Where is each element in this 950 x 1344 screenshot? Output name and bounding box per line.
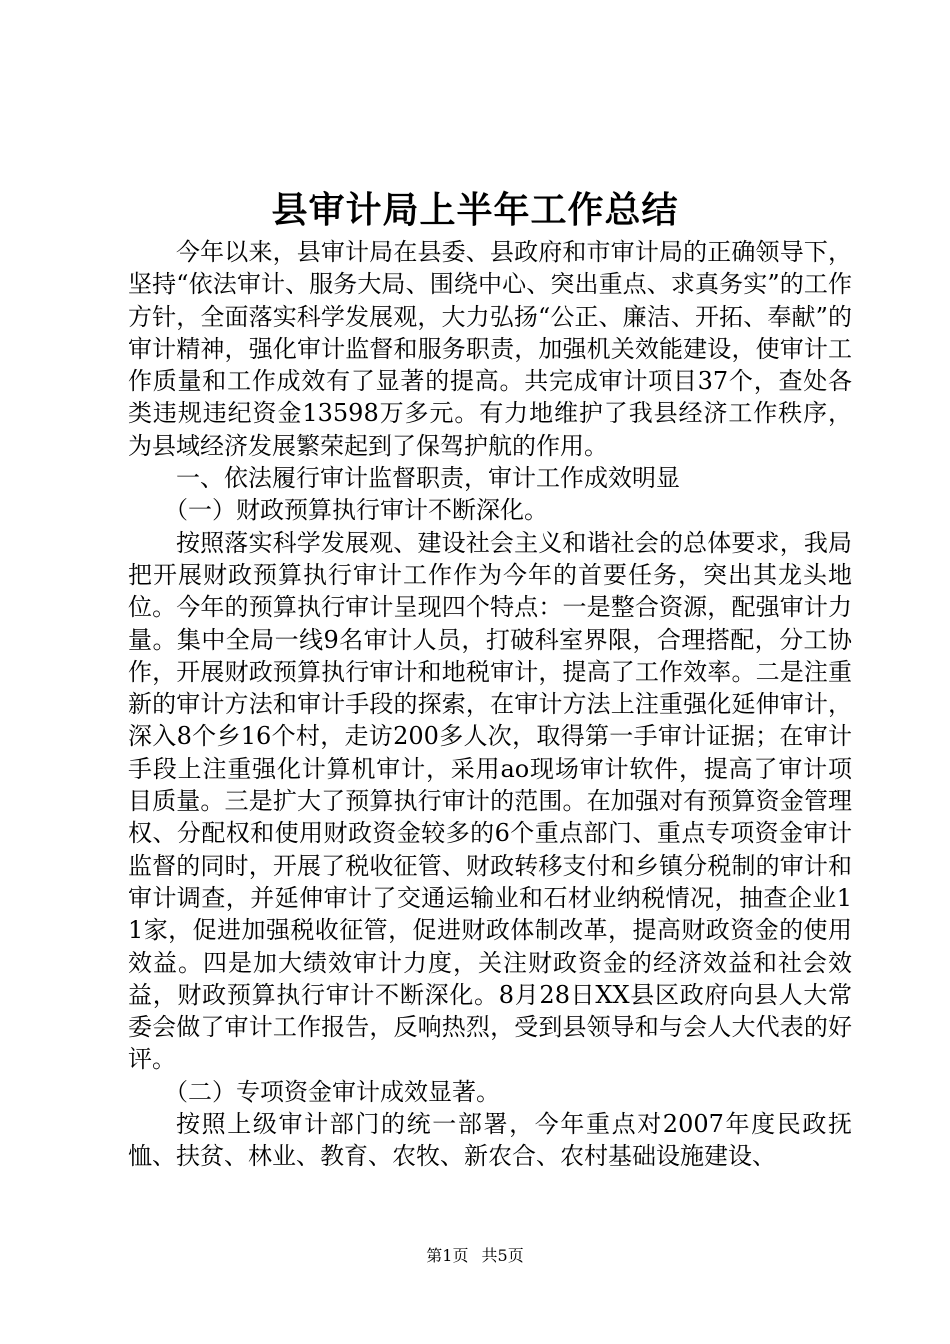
subsection-heading-1: （一）财政预算执行审计不断深化。: [164, 496, 548, 525]
subsection-heading-2: （二）专项资金审计成效显著。: [164, 1077, 500, 1106]
document-title: 县审计局上半年工作总结: [271, 189, 679, 231]
page-total: 共5页: [481, 1246, 524, 1265]
page-footer: [0, 1244, 950, 1268]
paragraph-intro: 今年以来，县审计局在县委、县政府和市审计局的正确领导下，坚持“依法审计、服务大局、围绕中心、突出重点、求真务实”的工作方针，全面落实科学发展观，大力弘扬“公正、廉洁、开拓、奉献”的审计精神，强化审计监督和服务职责，加强机关效能建设，使审计工作质量和工作成效有了显著的提高。共完成审计项目37个，查处各类违规违纪资金13598万多元。有力地维护了我县经济工作秩序，为县域经济发展繁荣起到了保驾护航的作用。: [128, 238, 852, 460]
document-body: [128, 236, 852, 1173]
paragraph-budget-audit: 按照落实科学发展观、建设社会主义和谐社会的总体要求，我局把开展财政预算执行审计工作作为今年的首要任务，突出其龙头地位。今年的预算执行审计呈现四个特点：一是整合资源，配强审计力量。集中全局一线9名审计人员，打破科室界限，合理搭配，分工协作，开展财政预算执行审计和地税审计，提高了工作效率。二是注重新的审计方法和审计手段的探索，在审计方法上注重强化延伸审计，深入8个乡16个村，走访200多人次，取得第一手审计证据；在审计手段上注重强化计算机审计，采用ao现场审计软件，提高了审计项目质量。三是扩大了预算执行审计的范围。在加强对有预算资金管理权、分配权和使用财政资金较多的6个重点部门、重点专项资金审计监督的同时，开展了税收征管、财政转移支付和乡镇分税制的审计和审计调查，并延伸审计了交通运输业和石材业纳税情况，抽查企业11家，促进加强税收征管，促进财政体制改革，提高财政资金的使用效益。四是加大绩效审计力度，关注财政资金的经济效益和社会效益，财政预算执行审计不断深化。8月28日XX县区政府向县人大常委会做了审计工作报告，反响热烈，受到县领导和与会人大代表的好评。: [128, 528, 852, 1074]
section-heading-1: 一、依法履行审计监督职责，审计工作成效明显: [176, 464, 680, 493]
page-number: 第1页: [426, 1246, 469, 1265]
paragraph-special-funds: 按照上级审计部门的统一部署，今年重点对2007年度民政抚恤、扶贫、林业、教育、农牧、新农合、农村基础设施建设、: [128, 1110, 852, 1171]
